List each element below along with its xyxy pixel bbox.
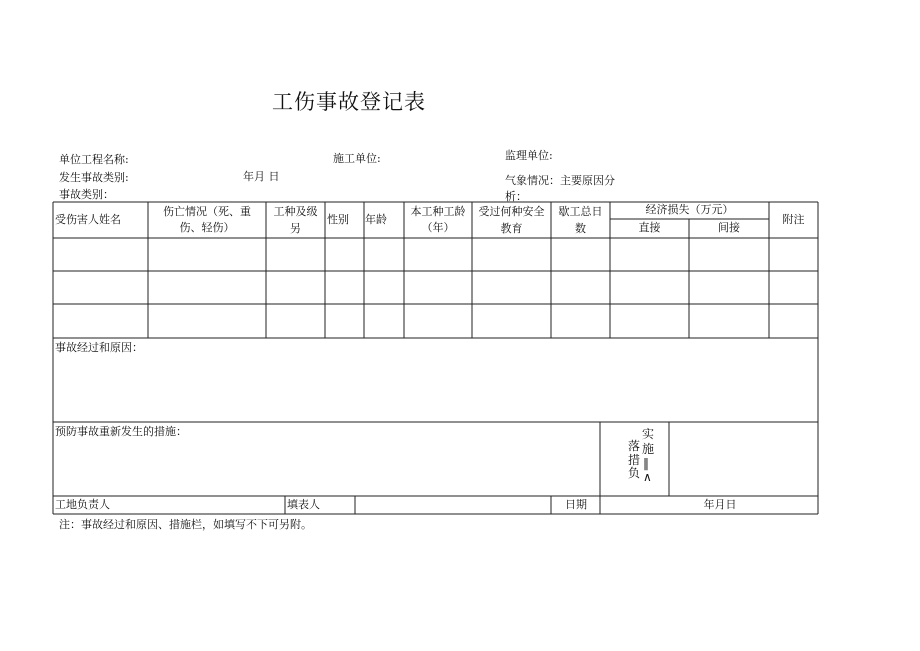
table-row[interactable] bbox=[54, 272, 817, 303]
col-safety-edu-line1: 受过何种安全 bbox=[478, 205, 545, 218]
site-manager-label: 工地负责人 bbox=[55, 498, 110, 511]
impl-char-5: ‖ bbox=[643, 456, 649, 470]
weather-label: 气象情况：主要原因分 bbox=[505, 174, 615, 187]
col-injury-line1: 伤亡情况（死、重 bbox=[163, 205, 251, 218]
col-age: 年龄 bbox=[365, 213, 387, 226]
form-title: 工伤事故登记表 bbox=[272, 90, 426, 114]
col-lost-days-line2: 数 bbox=[575, 222, 586, 235]
impl-char-2: 落 bbox=[628, 439, 641, 453]
col-injury-line2: 伤、轻伤） bbox=[179, 221, 235, 234]
unit-project-label: 单位工程名称: bbox=[59, 153, 129, 166]
filler-label: 填表人 bbox=[287, 498, 320, 511]
impl-char-7: ∧ bbox=[643, 470, 652, 484]
col-remarks: 附注 bbox=[782, 213, 805, 226]
footnote: 注：事故经过和原因、措施栏，如填写不下可另附。 bbox=[59, 518, 312, 531]
col-safety-edu-line2: 教育 bbox=[500, 222, 523, 235]
date-footer-value[interactable]: 年月日 bbox=[703, 498, 737, 511]
construction-unit-label: 施工单位: bbox=[333, 152, 381, 165]
impl-char-3: 施 bbox=[642, 442, 655, 456]
table-row[interactable] bbox=[54, 239, 817, 270]
process-cause-field[interactable] bbox=[54, 356, 817, 421]
accident-type-label: 发生事故类别: bbox=[59, 171, 129, 184]
accident-class-label: 事故类别： bbox=[59, 188, 114, 201]
filler-field[interactable] bbox=[356, 497, 550, 513]
supervision-unit-label: 监理单位: bbox=[505, 149, 553, 162]
weather-label-cont: 析： bbox=[505, 190, 527, 203]
impl-char-1: 实 bbox=[642, 427, 655, 441]
col-trade-level-line1: 工种及级 bbox=[273, 205, 318, 218]
process-cause-label: 事故经过和原因： bbox=[55, 341, 143, 354]
date-label: 年月 日 bbox=[243, 170, 280, 183]
col-trade-years-line1: 本工种工龄 bbox=[410, 205, 466, 218]
site-manager-field[interactable] bbox=[130, 497, 284, 513]
implementation-field[interactable] bbox=[670, 423, 817, 495]
date-footer-label: 日期 bbox=[565, 498, 587, 511]
col-economic-loss: 经济损失（万元） bbox=[645, 203, 734, 216]
col-trade-level-line2: 另 bbox=[290, 222, 301, 235]
impl-char-6: 负 bbox=[628, 466, 641, 480]
impl-char-4: 措 bbox=[628, 453, 641, 467]
col-direct: 直接 bbox=[638, 221, 661, 234]
col-victim-name: 受伤害人姓名 bbox=[55, 213, 121, 226]
prevention-field[interactable] bbox=[54, 440, 599, 495]
col-trade-years-line2: （年） bbox=[421, 221, 455, 234]
col-lost-days-line1: 歇工总日 bbox=[558, 205, 603, 218]
prevention-label: 预防事故重新发生的措施： bbox=[55, 425, 187, 438]
table-row[interactable] bbox=[54, 305, 817, 337]
col-indirect: 间接 bbox=[718, 221, 740, 234]
col-gender: 性别 bbox=[327, 213, 349, 226]
